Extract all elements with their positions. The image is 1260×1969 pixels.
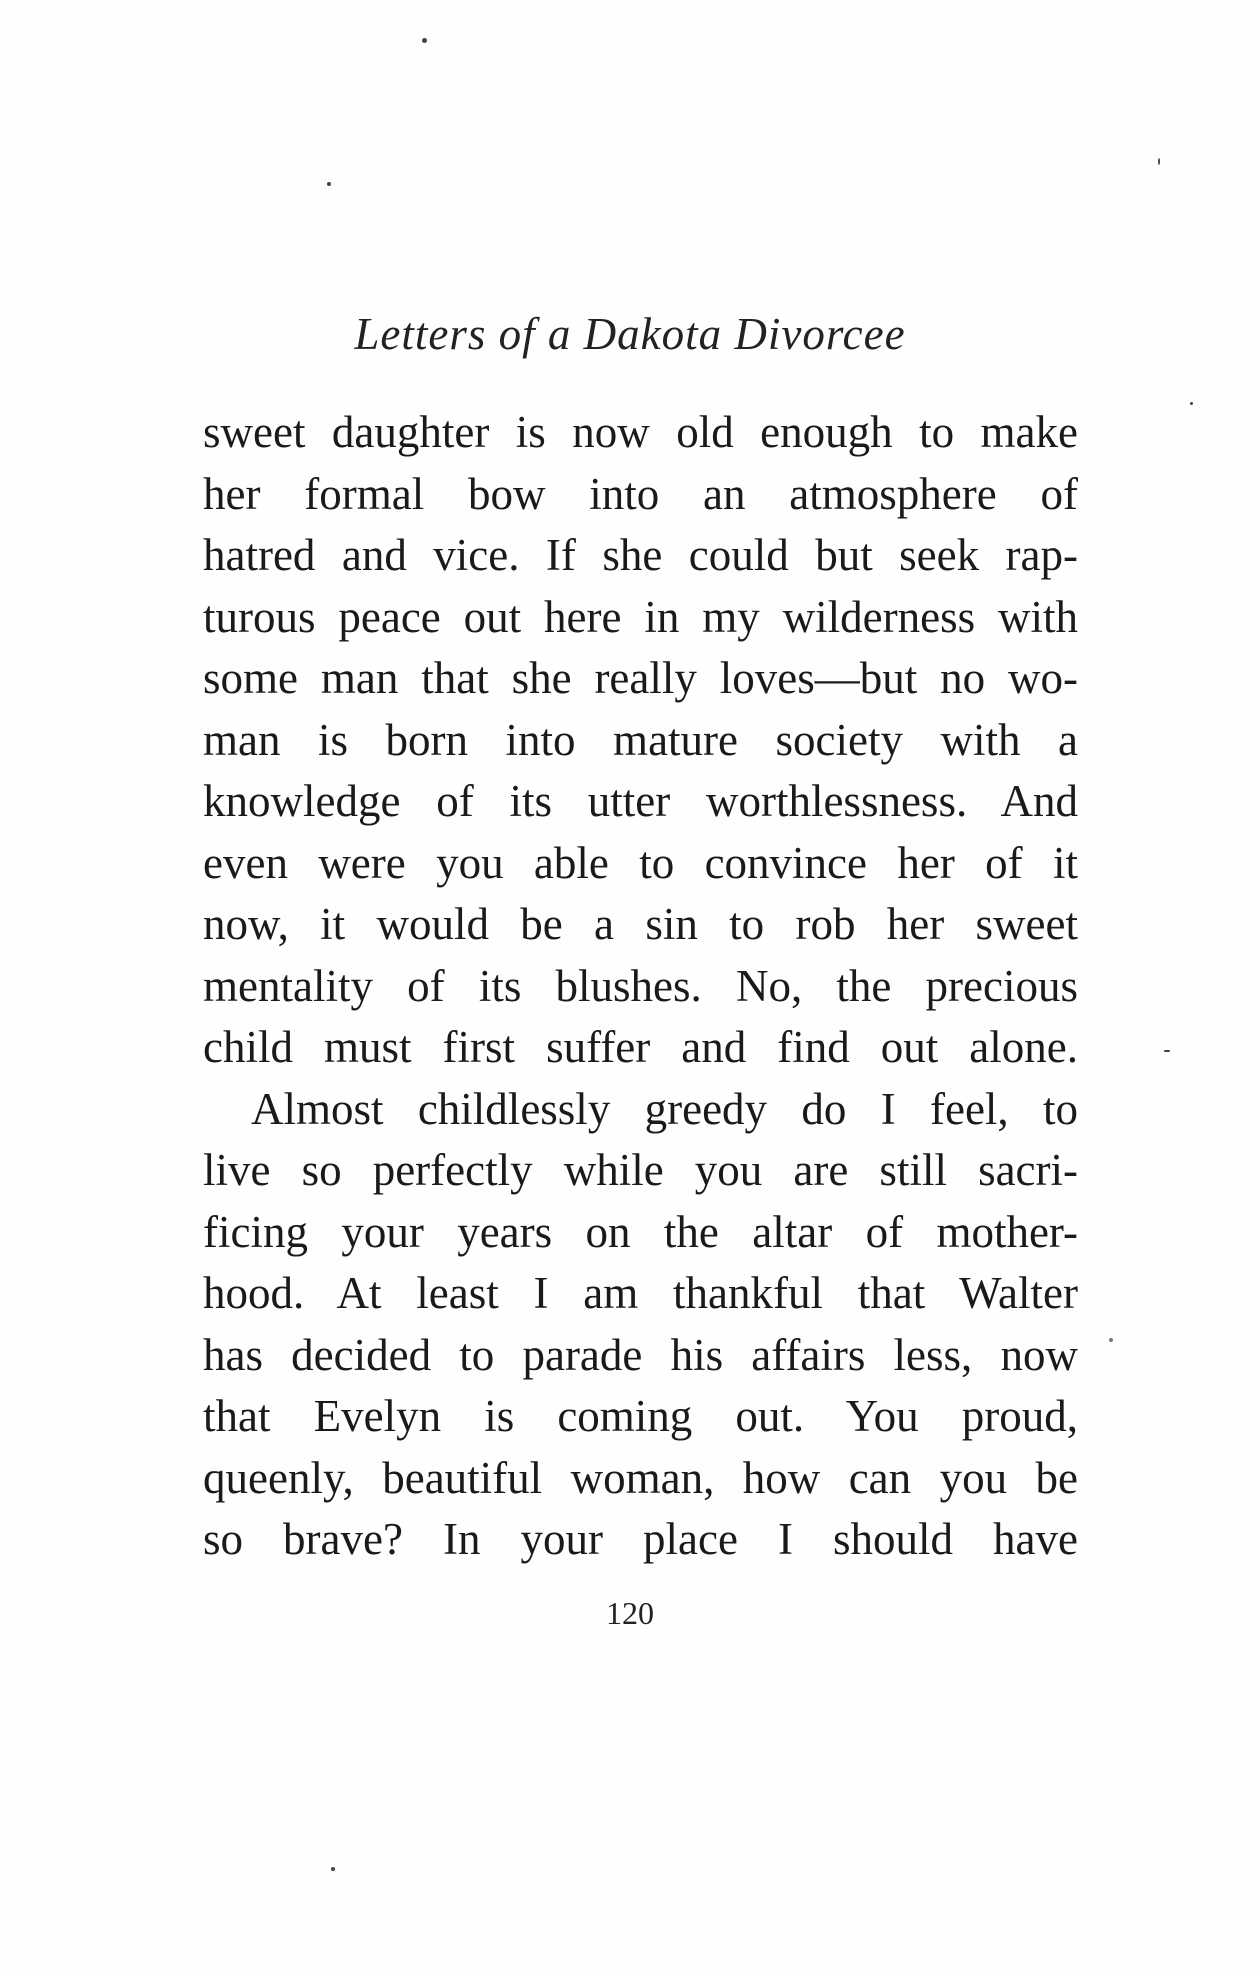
- text-line: mentality of its blushes. No, the precious: [203, 960, 1078, 1011]
- text-line: now, it would be a sin to rob her sweet: [203, 899, 1078, 949]
- text-line: so brave? In your place I should have: [203, 1514, 1078, 1564]
- text-line: hatred and vice. If she could but seek rap-: [203, 530, 1078, 580]
- scan-speck: [1158, 158, 1160, 165]
- running-head: Letters of a Dakota Divorcee: [354, 309, 906, 359]
- text-line: sweet daughter is now old enough to make: [203, 407, 1078, 457]
- text-line: some man that she really loves—but no wo-: [203, 653, 1078, 703]
- text-line: hood. At least I am thankful that Walter: [203, 1268, 1078, 1318]
- text-line: ficing your years on the altar of mother-: [203, 1206, 1078, 1257]
- scan-speck: [1109, 1338, 1113, 1342]
- scan-speck: [1190, 402, 1193, 405]
- scan-speck: [331, 1867, 335, 1871]
- page-number: 120: [606, 1595, 654, 1631]
- text-line: turous peace out here in my wilderness with: [203, 591, 1078, 642]
- text-line: live so perfectly while you are still sacri-: [203, 1145, 1078, 1195]
- scan-speck: [422, 38, 427, 43]
- text-line-paragraph-start: Almost childlessly greedy do I feel, to: [251, 1083, 1078, 1134]
- text-line: her formal bow into an atmosphere of: [203, 468, 1078, 519]
- scan-speck: [327, 182, 331, 186]
- text-line: even were you able to convince her of it: [203, 837, 1078, 888]
- text-line: child must first suffer and find out alone.: [203, 1022, 1078, 1072]
- scan-speck: [1164, 1050, 1170, 1052]
- text-line: has decided to parade his affairs less, now: [203, 1329, 1078, 1380]
- text-line: man is born into mature society with a: [203, 714, 1078, 765]
- body-text: [203, 402, 1078, 1571]
- text-line: queenly, beautiful woman, how can you be: [203, 1452, 1078, 1503]
- text-line: that Evelyn is coming out. You proud,: [203, 1391, 1078, 1441]
- text-line: knowledge of its utter worthlessness. And: [203, 776, 1078, 826]
